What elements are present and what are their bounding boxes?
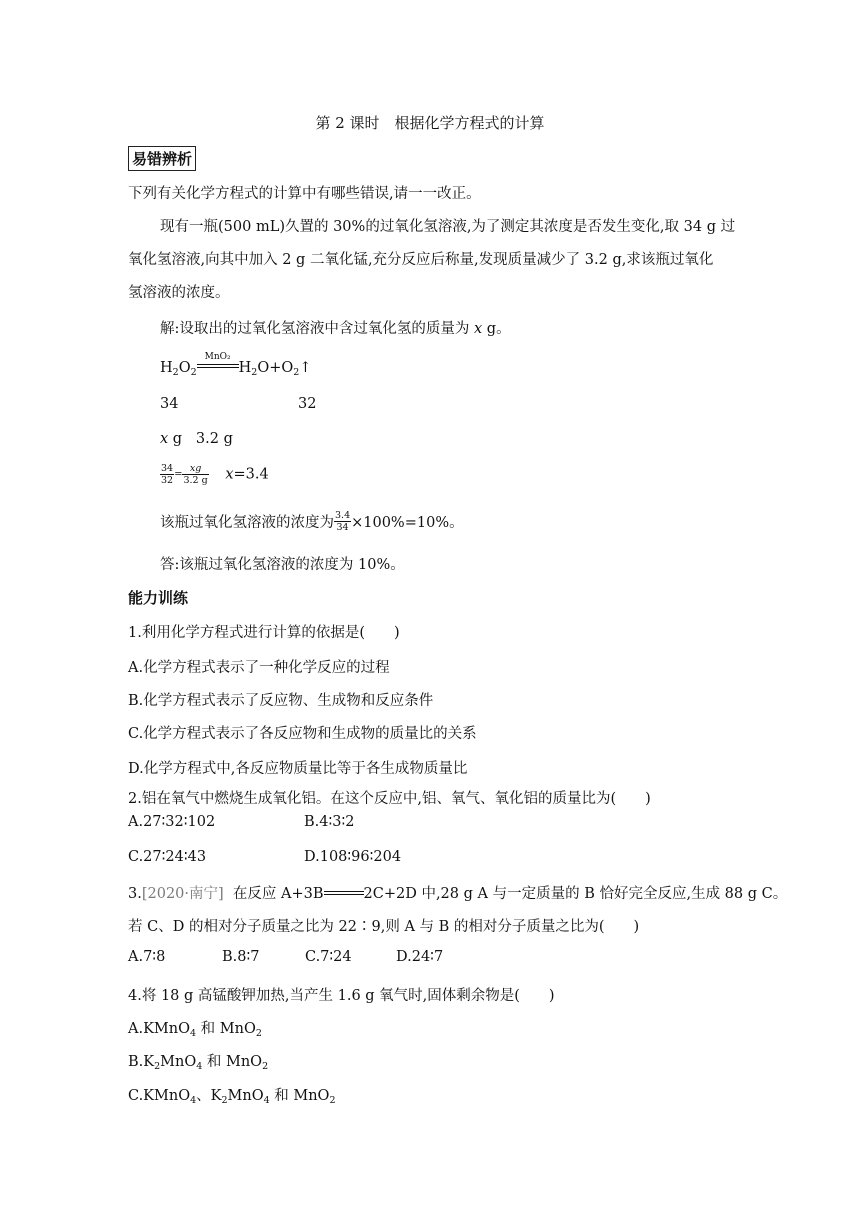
q3-option-a: A.7∶8 (128, 949, 166, 965)
q3-option-c: C.7∶24 (305, 949, 352, 965)
q1-option-d: D.化学方程式中,各反应物质量比等于各生成物质量比 (128, 761, 468, 777)
problem-line-3: 氢溶液的浓度。 (128, 285, 230, 301)
q3-option-d: D.24∶7 (396, 949, 444, 965)
q4-option-c: C.KMnO$_4$、$K_2MnO_4$ 和 MnO$_2$ (128, 1088, 336, 1106)
q1-option-c: C.化学方程式表示了各反应物和生成物的质量比的关系 (128, 726, 477, 742)
q2-option-c: C.27∶24∶43 (128, 849, 207, 865)
reaction-condition-sign: MnO₂ (197, 361, 239, 375)
problem-line-1: 现有一瓶(500 mL)久置的 30%的过氧化氢溶液,为了测定其浓度是否发生变化,取 34 g 过 (160, 219, 736, 235)
q3-stem: 3.[2020·南宁] 在反应 A+3B 2C+2D 中,28 g A 与一定质量的 B 恰好完全反应,生成 88 g C。 (128, 886, 788, 902)
q1-option-a: A.化学方程式表示了一种化学反应的过程 (128, 660, 390, 676)
given-values: x g 3.2 g (160, 431, 233, 447)
training-heading: 能力训练 (128, 589, 189, 607)
q2-option-d: D.108∶96∶204 (304, 849, 402, 865)
q2-option-a: A.27∶32∶102 (128, 814, 216, 830)
ratio-equation: $\frac{34}{32}$ = $\frac{xg}{3.2 g}$ x=3.4 (161, 463, 269, 486)
q4-option-a: A.KMnO$_4$ 和 MnO$_2$ (128, 1021, 262, 1039)
q1-stem: 1.利用化学方程式进行计算的依据是( ) (128, 625, 400, 641)
q4-option-b: $B.K_2MnO_4$ 和 MnO$_2$ (128, 1054, 269, 1072)
concentration-calc: 该瓶过氧化氢溶液的浓度为 $\frac{3.4}{34}$ ×100%=10%。 (160, 510, 464, 533)
problem-line-2: 氧化氢溶液,向其中加入 2 g 二氧化锰,充分反应后称量,发现质量减少了 3.2 g,求该瓶过氧化 (128, 252, 714, 268)
q1-option-b: B.化学方程式表示了反应物、生成物和反应条件 (128, 693, 434, 709)
q3-source: [2020·南宁] (141, 886, 224, 902)
page-title: 第 2 课时 根据化学方程式的计算 (315, 114, 545, 132)
q4-stem: 4.将 18 g 高锰酸钾加热,当产生 1.6 g 氧气时,固体剩余物是( ) (128, 988, 555, 1004)
error-intro: 下列有关化学方程式的计算中有哪些错误,请一一改正。 (128, 186, 481, 202)
error-analysis-heading: 易错辨析 (128, 146, 196, 171)
q3-option-b: B.8∶7 (222, 949, 260, 965)
q3-line2: 若 C、D 的相对分子质量之比为 22∶9,则 A 与 B 的相对分子质量之比为( ) (128, 919, 640, 935)
solution-setup: 解:设取出的过氧化氢溶液中含过氧化氢的质量为 x g。 (160, 321, 511, 337)
chemical-equation: $H_2O_2$ MnO₂ $H_2O+O_2↑$ (160, 352, 312, 378)
equals-sign (324, 889, 364, 899)
q2-stem: 2.铝在氧气中燃烧生成氧化铝。在这个反应中,铝、氧气、氧化铝的质量比为( ) (128, 791, 651, 807)
mass-right: 32 (298, 396, 317, 412)
q2-option-b: B.4∶3∶2 (304, 814, 355, 830)
mass-left: 34 (160, 396, 179, 412)
answer-line: 答:该瓶过氧化氢溶液的浓度为 10%。 (160, 557, 405, 573)
